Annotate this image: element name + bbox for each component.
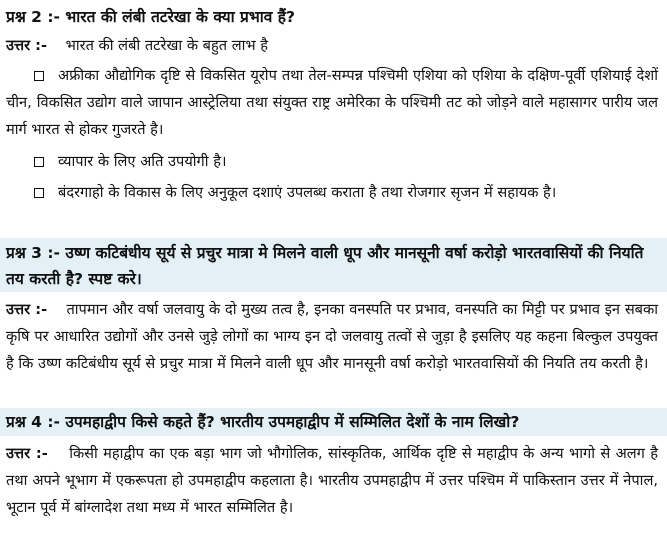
answer-label: उत्तर :- bbox=[6, 37, 48, 54]
answer-2-bullet-2 bbox=[6, 148, 658, 175]
answer-4-text: किसी महाद्वीप का एक बड़ा भाग जो भौगोलिक, सांस्कृतिक, आर्थिक दृष्टि से महाद्वीप के अन्य भागो से अलग है तथा अपने भूभाग में एकरूपता हो उपमहाद्वीप कहलाता है। भारतीय उपमहाद्वीप में उत्तर पश्चिम में पाकिस्तान उत्तर में नेपाल, भूटान पूर्व में बांग्लादेश तथा मध्य में भारत सम्मिलित है। bbox=[6, 445, 658, 516]
answer-3-text: तापमान और वर्षा जलवायु के दो मुख्य तत्व है, इनका वनस्पति पर प्रभाव, वनस्पति का मिट्टी पर प्रभाव इन सबका कृषि पर आधारित उद्योगों और उनसे जुड़े लोगों का भाग्य इन दो जलवायु तत्वों से जुड़ा है इसलिए यह कहना बिल्कुल उपयुक्त है कि उष्ण कटिबंधीय सूर्य से प्रचुर मात्रा में मिलने वाली धूप और मानसूनी वर्षा करोड़ो भारतवासियों की नियति तय करती है। bbox=[6, 301, 659, 372]
answer-3-paragraph bbox=[6, 296, 658, 377]
answer-2-bullet-1 bbox=[6, 62, 658, 143]
checkbox-bullet-icon bbox=[34, 71, 44, 81]
checkbox-bullet-icon bbox=[34, 157, 44, 167]
bullet-text: अफ्रीका औद्योगिक दृष्टि से विकसित यूरोप तथा तेल-सम्पन्न पश्चिमी एशिया को एशिया के दक्षिण-पूर्वी एशियाई देशों चीन, विकसित उद्योग वाले जापान आस्ट्रेलिया तथा संयुक्त राष्ट्र अमेरिका के पश्चिमी तट को जोड़ने वाले महासागर पारीय जल मार्ग भारत से होकर गुजरते है। bbox=[6, 67, 658, 138]
answer-2-bullet-3 bbox=[6, 179, 658, 206]
answer-2-text: भारत की लंबी तटरेखा के बहुत लाभ है bbox=[65, 37, 269, 54]
question-4-heading: प्रश्न 4 :- उपमहाद्वीप किसे कहते हैं? भारतीय उपमहाद्वीप में सम्मिलित देशों के नाम लिखो? bbox=[6, 413, 520, 431]
checkbox-bullet-icon bbox=[34, 188, 44, 198]
bullet-text: बंदरगाहो के विकास के लिए अनुकूल दशाएं उपलब्ध कराता है तथा रोजगार सृजन में सहायक है। bbox=[58, 184, 557, 201]
answer-label: उत्तर :- bbox=[6, 301, 48, 318]
question-2-heading: प्रश्न 2 :- भारत की लंबी तटरेखा के क्या प्रभाव हैं? bbox=[6, 8, 295, 26]
answer-4-paragraph bbox=[6, 440, 658, 521]
bullet-text: व्यापार के लिए अति उपयोगी है। bbox=[58, 153, 227, 170]
question-3-heading: प्रश्न 3 :- उष्ण कटिबंधीय सूर्य से प्रचुर मात्रा मे मिलने वाली धूप और मानसूनी वर्षा करोड़ो भारतवासियों की नियति तय करती है? स्पष्ट करे। bbox=[6, 244, 644, 288]
answer-label: उत्तर :- bbox=[6, 445, 48, 462]
answer-2-intro bbox=[6, 32, 658, 59]
